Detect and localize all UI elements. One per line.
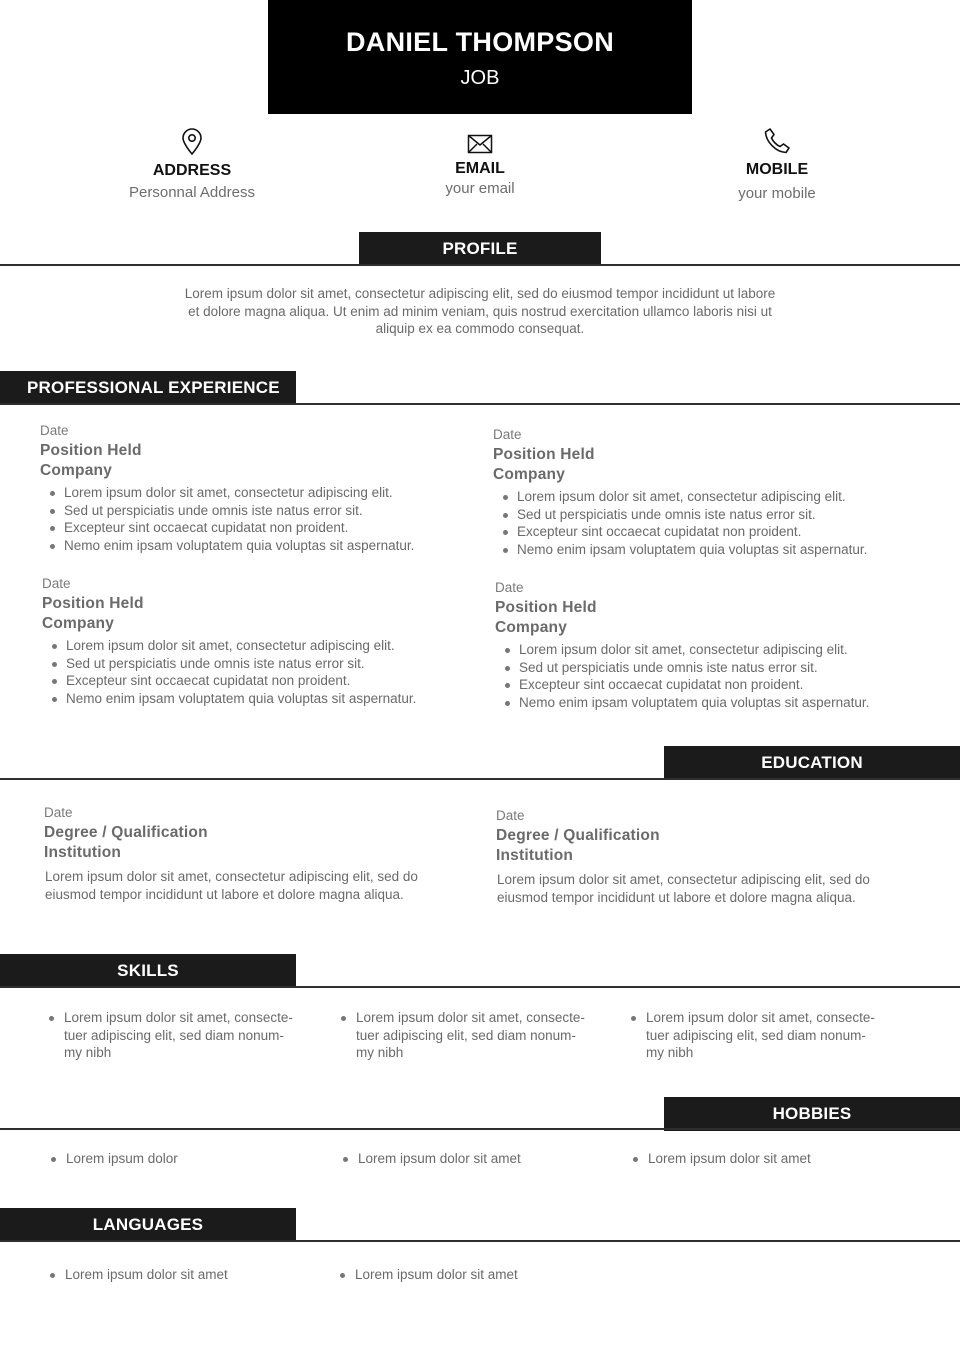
entry-date: Date: [493, 427, 522, 442]
list-item: Sed ut perspiciatis unde omnis iste natus error sit.: [42, 655, 482, 673]
section-heading-education: EDUCATION: [664, 746, 960, 780]
profile-summary: [140, 285, 820, 338]
job-title: JOB: [460, 67, 500, 89]
list-item: Excepteur sint occaecat cupidatat non proident.: [495, 676, 935, 694]
entry-institution: Institution: [44, 844, 122, 861]
entry-degree: Degree / Qualification: [44, 824, 208, 841]
list-item: Excepteur sint occaecat cupidatat non proident.: [40, 519, 480, 537]
section-heading-languages: LANGUAGES: [0, 1208, 296, 1242]
list-item: Lorem ipsum dolor sit amet, consectetur adipiscing elit.: [493, 488, 933, 506]
skill-line: my nibh: [64, 1045, 112, 1060]
profile-line: aliquip ex ea commodo consequat.: [375, 321, 585, 336]
description-line: Lorem ipsum dolor sit amet, consectetur adipiscing elit, sed do: [45, 869, 418, 884]
list-item: [341, 1009, 621, 1062]
entry-date: Date: [44, 805, 73, 820]
entry-description: [45, 868, 484, 903]
contact-value: your mobile: [738, 185, 816, 202]
experience-entry: [495, 580, 935, 711]
section-heading-hobbies: HOBBIES: [664, 1097, 960, 1131]
skills-list: [49, 1009, 329, 1062]
entry-bullets: [40, 484, 480, 554]
skill-line: tuer adipiscing elit, sed diam nonum-: [646, 1027, 866, 1043]
list-item: Excepteur sint occaecat cupidatat non proident.: [42, 672, 482, 690]
list-item: Lorem ipsum dolor sit amet: [50, 1266, 310, 1284]
skill-line: Lorem ipsum dolor sit amet, consecte-: [646, 1010, 875, 1025]
section-heading-skills: SKILLS: [0, 954, 296, 988]
experience-entry: [42, 576, 482, 707]
contact-value: your email: [445, 180, 515, 197]
contact-title: MOBILE: [745, 161, 809, 178]
section-divider: [0, 986, 960, 988]
list-item: Nemo enim ipsam voluptatem quia voluptas sit aspernatur.: [40, 537, 480, 555]
education-entry: [496, 808, 936, 906]
header-banner: [268, 0, 692, 114]
contact-title: EMAIL: [455, 160, 505, 177]
entry-degree: Degree / Qualification: [496, 827, 660, 844]
contact-value: Personnal Address: [129, 184, 255, 201]
skill-line: my nibh: [646, 1045, 694, 1060]
entry-position: Position Held: [495, 599, 597, 616]
list-item: Nemo enim ipsam voluptatem quia voluptas sit aspernatur.: [495, 694, 935, 712]
contact-title: ADDRESS: [152, 162, 232, 179]
list-item: Lorem ipsum dolor sit amet, consectetur adipiscing elit.: [40, 484, 480, 502]
entry-date: Date: [42, 576, 71, 591]
list-item: Nemo enim ipsam voluptatem quia voluptas sit aspernatur.: [493, 541, 933, 559]
education-entry: [44, 805, 484, 903]
section-divider: [0, 1128, 960, 1130]
contact-mobile: [637, 127, 917, 202]
section-divider: [0, 1240, 960, 1242]
list-item: Lorem ipsum dolor sit amet: [340, 1266, 600, 1284]
list-item: Nemo enim ipsam voluptatem quia voluptas sit aspernatur.: [42, 690, 482, 708]
entry-company: Company: [493, 466, 566, 483]
section-heading-profile: PROFILE: [359, 232, 601, 266]
description-line: eiusmod tempor incididunt ut labore et dolore magna aliqua.: [45, 886, 404, 902]
languages-list: [50, 1266, 310, 1284]
entry-bullets: [493, 488, 933, 558]
hobbies-list: [343, 1150, 603, 1168]
skill-line: my nibh: [356, 1045, 404, 1060]
skills-list: [341, 1009, 621, 1062]
list-item: Sed ut perspiciatis unde omnis iste natus error sit.: [495, 659, 935, 677]
entry-date: Date: [496, 808, 525, 823]
description-line: eiusmod tempor incididunt ut labore et dolore magna aliqua.: [497, 889, 856, 905]
entry-company: Company: [495, 619, 568, 636]
list-item: Lorem ipsum dolor sit amet: [633, 1150, 893, 1168]
hobbies-list: [633, 1150, 893, 1168]
list-item: [631, 1009, 921, 1062]
entry-institution: Institution: [496, 847, 574, 864]
skill-line: tuer adipiscing elit, sed diam nonum-: [64, 1027, 284, 1043]
profile-line: et dolore magna aliqua. Ut enim ad minim veniam, quis nostrud exercitation ullamco laboris nisi ut: [188, 303, 772, 319]
contact-address: [52, 128, 332, 201]
candidate-name: DANIEL THOMPSON: [345, 27, 614, 57]
entry-date: Date: [495, 580, 524, 595]
section-divider: [0, 403, 960, 405]
hobbies-list: [51, 1150, 311, 1168]
list-item: Excepteur sint occaecat cupidatat non proident.: [493, 523, 933, 541]
entry-position: Position Held: [42, 595, 144, 612]
section-divider: [0, 264, 960, 266]
location-pin-icon: [180, 128, 204, 156]
contact-email: [340, 134, 620, 197]
list-item: [49, 1009, 329, 1062]
languages-list: [340, 1266, 600, 1284]
experience-entry: [493, 427, 933, 558]
skill-line: Lorem ipsum dolor sit amet, consecte-: [356, 1010, 585, 1025]
section-heading-experience: PROFESSIONAL EXPERIENCE: [0, 371, 296, 405]
entry-description: [497, 871, 936, 906]
section-divider: [0, 778, 960, 780]
envelope-icon: [467, 134, 493, 154]
experience-entry: [40, 423, 480, 554]
list-item: Lorem ipsum dolor: [51, 1150, 311, 1168]
profile-line: Lorem ipsum dolor sit amet, consectetur adipiscing elit, sed do eiusmod tempor incididunt ut labore: [184, 286, 776, 301]
list-item: Lorem ipsum dolor sit amet, consectetur adipiscing elit.: [42, 637, 482, 655]
list-item: Sed ut perspiciatis unde omnis iste natus error sit.: [493, 506, 933, 524]
entry-position: Position Held: [40, 442, 142, 459]
entry-position: Position Held: [493, 446, 595, 463]
list-item: Sed ut perspiciatis unde omnis iste natus error sit.: [40, 502, 480, 520]
entry-company: Company: [42, 615, 115, 632]
entry-bullets: [42, 637, 482, 707]
phone-icon: [763, 127, 791, 155]
skill-line: Lorem ipsum dolor sit amet, consecte-: [64, 1010, 293, 1025]
skills-list: [631, 1009, 921, 1062]
entry-bullets: [495, 641, 935, 711]
list-item: Lorem ipsum dolor sit amet, consectetur adipiscing elit.: [495, 641, 935, 659]
description-line: Lorem ipsum dolor sit amet, consectetur adipiscing elit, sed do: [497, 872, 870, 887]
entry-date: Date: [40, 423, 69, 438]
skill-line: tuer adipiscing elit, sed diam nonum-: [356, 1027, 576, 1043]
entry-company: Company: [40, 462, 113, 479]
list-item: Lorem ipsum dolor sit amet: [343, 1150, 603, 1168]
